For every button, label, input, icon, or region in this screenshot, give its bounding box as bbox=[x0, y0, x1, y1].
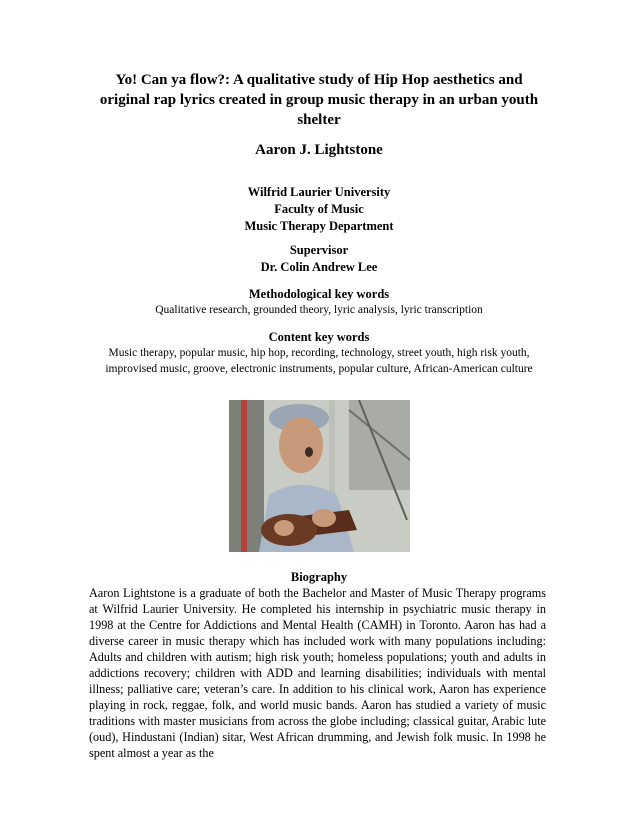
content-keywords-line-1: Music therapy, popular music, hip hop, recording, technology, street youth, high risk youth, bbox=[108, 347, 530, 359]
content-keywords-line-2: improvised music, groove, electronic instruments, popular culture, African-American culture bbox=[105, 363, 533, 375]
affiliation-block bbox=[0, 184, 638, 235]
content-keywords-heading: Content key words bbox=[268, 330, 370, 344]
university-name: Wilfrid Laurier University bbox=[247, 185, 391, 199]
biography-heading: Biography bbox=[290, 570, 348, 584]
faculty-name: Faculty of Music bbox=[274, 202, 364, 216]
department-name: Music Therapy Department bbox=[244, 219, 394, 233]
methodological-keywords-text: Qualitative research, grounded theory, lyric analysis, lyric transcription bbox=[155, 304, 483, 316]
document-title: Yo! Can ya flow?: A qualitative study of Hip Hop aesthetics and original rap lyrics created in group music therapy in an urban youth shelter bbox=[99, 72, 539, 128]
supervisor-name: Dr. Colin Andrew Lee bbox=[260, 260, 378, 274]
methodological-keywords-heading: Methodological key words bbox=[248, 287, 390, 301]
musician-photo bbox=[229, 400, 410, 552]
supervisor-block bbox=[0, 242, 638, 276]
musician-photo-illustration bbox=[229, 400, 410, 552]
supervisor-label: Supervisor bbox=[289, 243, 349, 257]
author-name: Aaron J. Lightstone bbox=[255, 142, 383, 158]
biography-text: Aaron Lightstone is a graduate of both the Bachelor and Master of Music Therapy programs at Wilfrid Laurier University. He completed his internship in psychiatric music therapy in 1998 at the Centre for Addictions and Mental Health (CAMH) in Toronto. Aaron has had a diverse career in music therapy which has included work with many populations including: Adults and children with autism; high risk youth; homeless populations; youth and adults in addictions recovery; children with ADD and learning disabilities; individuals with mental illness; palliative care; veteran’s care. In addition to his clinical work, Aaron has experience playing in rock, reggae, folk, and world music bands. Aaron has studied a variety of music traditions with master musicians from across the globe including; classical guitar, Arabic lute (oud), Hindustani (Indian) sitar, West African drumming, and Jewish folk music. In 1998 he spent almost a year as the bbox=[89, 586, 546, 760]
